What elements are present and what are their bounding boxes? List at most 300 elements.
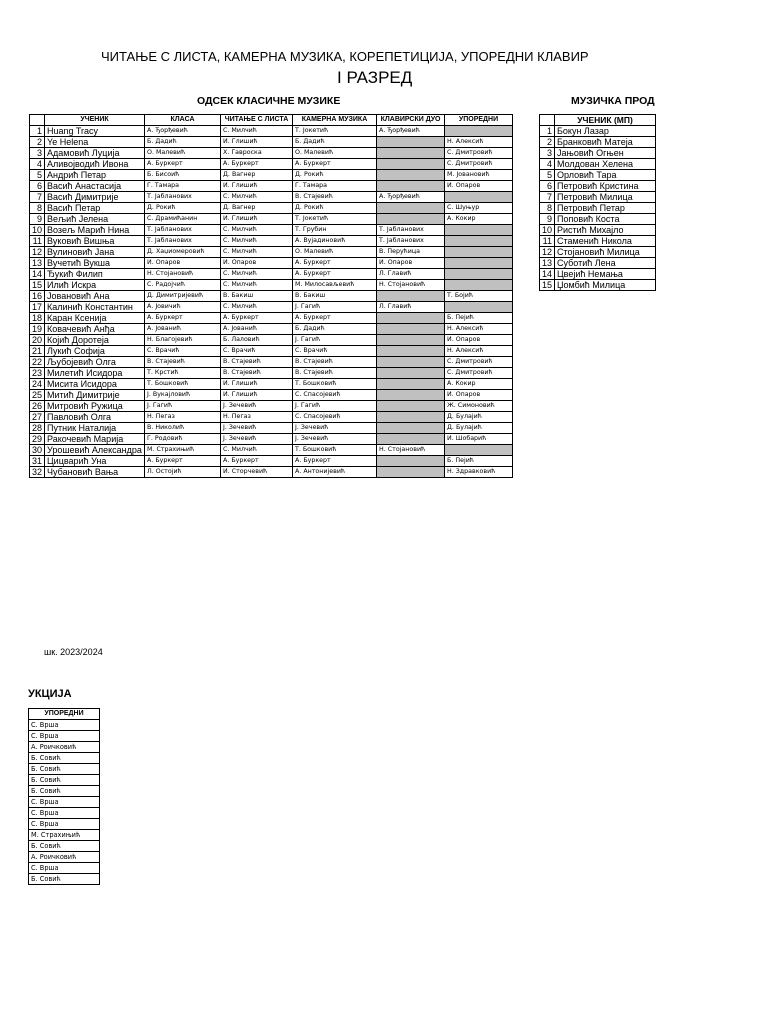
student-name-cell: Вулиновић Јана <box>45 247 145 258</box>
table-row <box>29 874 100 885</box>
student-name-cell: Путник Наталија <box>45 423 145 434</box>
row-number-cell: 21 <box>30 346 45 357</box>
chamber-music-teacher-cell: Т. Грубин <box>293 225 377 236</box>
table-row <box>540 236 656 247</box>
piano-duo-teacher-cell <box>377 159 445 170</box>
parallel-piano-teacher-cell: Н. Алексић <box>445 324 513 335</box>
parallel-teacher-cell: С. Врша <box>29 720 100 731</box>
class-teacher-cell: С. Радојчић <box>145 280 221 291</box>
class-teacher-cell: А. Јованић <box>145 324 221 335</box>
table-row <box>30 214 513 225</box>
student-name-cell: Каран Ксенија <box>45 313 145 324</box>
table-row <box>30 137 513 148</box>
sight-reading-teacher-cell: С. Милчић <box>221 280 293 291</box>
table-row <box>30 335 513 346</box>
table-row <box>30 126 513 137</box>
piano-duo-teacher-cell <box>377 368 445 379</box>
table-row <box>30 467 513 478</box>
table-row <box>29 775 100 786</box>
row-number-cell: 9 <box>30 214 45 225</box>
parallel-teacher-cell: С. Врша <box>29 797 100 808</box>
parallel-piano-teacher-cell: А. Кокир <box>445 379 513 390</box>
piano-duo-teacher-cell <box>377 291 445 302</box>
piano-duo-teacher-cell <box>377 346 445 357</box>
parallel-teacher-cell: Б. Совић <box>29 786 100 797</box>
class-teacher-cell: Б. Бисоић <box>145 170 221 181</box>
student-name-cell: Андрић Петар <box>45 170 145 181</box>
class-teacher-cell: Б. Дадић <box>145 137 221 148</box>
student-name-cell: Бранковић Матеја <box>555 137 656 148</box>
student-name-cell: Ракочевић Марија <box>45 434 145 445</box>
student-name-cell: Ковачевић Анђа <box>45 324 145 335</box>
row-number-cell: 13 <box>30 258 45 269</box>
piano-duo-teacher-cell <box>377 379 445 390</box>
student-name-cell: Васић Димитрије <box>45 192 145 203</box>
col-header-class: КЛАСА <box>145 115 221 126</box>
row-number-cell: 5 <box>540 170 555 181</box>
row-number-cell: 12 <box>540 247 555 258</box>
row-number-cell: 6 <box>30 181 45 192</box>
parallel-teacher-cell: М. Страхињић <box>29 830 100 841</box>
parallel-piano-teacher-cell: С. Дмитровић <box>445 148 513 159</box>
student-name-cell: Бокун Лазар <box>555 126 656 137</box>
parallel-piano-teacher-cell: А. Кокир <box>445 214 513 225</box>
sight-reading-teacher-cell: И. Глишић <box>221 137 293 148</box>
class-teacher-cell: Т. Јабланових <box>145 236 221 247</box>
table-row <box>30 401 513 412</box>
table-row <box>540 269 656 280</box>
class-teacher-cell: Л. Остојић <box>145 467 221 478</box>
table-row <box>540 181 656 192</box>
sight-reading-teacher-cell: И. Глишић <box>221 214 293 225</box>
chamber-music-teacher-cell: О. Малевић <box>293 247 377 258</box>
table-row <box>29 841 100 852</box>
class-teacher-cell: Ј. Вукајловић <box>145 390 221 401</box>
student-name-cell: Вељић Јелена <box>45 214 145 225</box>
sight-reading-teacher-cell: А. Буркерт <box>221 313 293 324</box>
parallel-piano-table <box>28 708 100 885</box>
row-number-cell: 17 <box>30 302 45 313</box>
parallel-piano-teacher-cell: С. Дмитровић <box>445 357 513 368</box>
table-row <box>540 170 656 181</box>
parallel-piano-teacher-cell: И. Опаров <box>445 390 513 401</box>
piano-duo-teacher-cell <box>377 357 445 368</box>
sight-reading-teacher-cell: С. Милчић <box>221 247 293 258</box>
piano-duo-teacher-cell <box>377 467 445 478</box>
class-teacher-cell: С. Драмићанин <box>145 214 221 225</box>
class-teacher-cell: А. Буркерт <box>145 159 221 170</box>
student-name-cell: Орловић Тара <box>555 170 656 181</box>
sight-reading-teacher-cell: И. Глишић <box>221 379 293 390</box>
class-teacher-cell: С. Врачић <box>145 346 221 357</box>
student-name-cell: Калинић Константин <box>45 302 145 313</box>
row-number-cell: 28 <box>30 423 45 434</box>
class-teacher-cell: Г. Тамара <box>145 181 221 192</box>
parallel-piano-teacher-cell: Д. Булајић <box>445 423 513 434</box>
chamber-music-teacher-cell: Ј. Гагић <box>293 335 377 346</box>
parallel-piano-teacher-cell: Н. Алексић <box>445 137 513 148</box>
col-header-sight-reading: ЧИТАЊЕ С ЛИСТА <box>221 115 293 126</box>
row-number-cell: 27 <box>30 412 45 423</box>
table-row <box>30 346 513 357</box>
sight-reading-teacher-cell: С. Милчић <box>221 269 293 280</box>
row-number-cell: 22 <box>30 357 45 368</box>
sight-reading-teacher-cell: С. Милчић <box>221 302 293 313</box>
class-teacher-cell: А. Јовичић <box>145 302 221 313</box>
table-row <box>30 170 513 181</box>
music-production-students-table <box>539 114 656 291</box>
sight-reading-teacher-cell: В. Бакиш <box>221 291 293 302</box>
col-header-piano-duo: КЛАВИРСКИ ДУО <box>377 115 445 126</box>
chamber-music-teacher-cell: Б. Дадић <box>293 137 377 148</box>
col-header-student: УЧЕНИК <box>45 115 145 126</box>
class-teacher-cell: А. Буркерт <box>145 456 221 467</box>
student-name-cell: Ристић Михајло <box>555 225 656 236</box>
chamber-music-teacher-cell: М. Милосављевић <box>293 280 377 291</box>
sight-reading-teacher-cell: Н. Пегаз <box>221 412 293 423</box>
chamber-music-teacher-cell: Т. Јокетић <box>293 126 377 137</box>
student-name-cell: Поповић Коста <box>555 214 656 225</box>
table-row <box>540 247 656 258</box>
class-teacher-cell: Т. Јабланових <box>145 192 221 203</box>
piano-duo-teacher-cell: А. Ђорђевић <box>377 192 445 203</box>
parallel-piano-teacher-cell: Н. Здравковић <box>445 467 513 478</box>
student-name-cell: Митић Димитрије <box>45 390 145 401</box>
student-name-cell: Адамовић Луција <box>45 148 145 159</box>
piano-duo-teacher-cell: Л. Главић <box>377 269 445 280</box>
department-classical-heading: ОДСЕК КЛАСИЧНЕ МУЗИКЕ <box>197 95 341 107</box>
table-row <box>30 390 513 401</box>
row-number-cell: 13 <box>540 258 555 269</box>
table-row <box>30 148 513 159</box>
class-teacher-cell: Д. Рокић <box>145 203 221 214</box>
piano-duo-teacher-cell: А. Ђорђевић <box>377 126 445 137</box>
student-name-cell: Јањовић Огњен <box>555 148 656 159</box>
table-row <box>29 753 100 764</box>
piano-duo-teacher-cell <box>377 203 445 214</box>
row-number-cell: 32 <box>30 467 45 478</box>
piano-duo-teacher-cell <box>377 324 445 335</box>
table-row <box>29 797 100 808</box>
student-name-cell: Лукић Софија <box>45 346 145 357</box>
student-name-cell: Цицварић Уна <box>45 456 145 467</box>
piano-duo-teacher-cell <box>377 412 445 423</box>
parallel-teacher-cell: С. Врша <box>29 819 100 830</box>
parallel-piano-teacher-cell <box>445 126 513 137</box>
row-number-cell: 3 <box>30 148 45 159</box>
row-number-cell: 7 <box>540 192 555 203</box>
row-number-cell: 1 <box>540 126 555 137</box>
parallel-piano-teacher-cell: Н. Алексић <box>445 346 513 357</box>
student-name-cell: Васић Петар <box>45 203 145 214</box>
student-name-cell: Митровић Ружица <box>45 401 145 412</box>
student-name-cell: Којић Доротеја <box>45 335 145 346</box>
table-row <box>540 159 656 170</box>
parallel-teacher-cell: Б. Совић <box>29 841 100 852</box>
student-name-cell: Стојановић Милица <box>555 247 656 258</box>
chamber-music-teacher-cell: Т. Бошковић <box>293 379 377 390</box>
student-name-cell: Урошевић Александра <box>45 445 145 456</box>
parallel-piano-teacher-cell <box>445 302 513 313</box>
row-number-cell: 15 <box>30 280 45 291</box>
class-teacher-cell: Н. Стојановић <box>145 269 221 280</box>
class-teacher-cell: А. Ђорђевић <box>145 126 221 137</box>
sight-reading-teacher-cell: С. Милчић <box>221 445 293 456</box>
row-number-cell: 11 <box>540 236 555 247</box>
row-number-cell: 14 <box>540 269 555 280</box>
parallel-piano-teacher-cell: С. Шуњур <box>445 203 513 214</box>
chamber-music-teacher-cell: В. Стајевић <box>293 368 377 379</box>
chamber-music-teacher-cell: В. Бакиш <box>293 291 377 302</box>
class-teacher-cell: И. Опаров <box>145 258 221 269</box>
student-name-cell: Петровић Милица <box>555 192 656 203</box>
piano-duo-teacher-cell: Т. Јабланових <box>377 225 445 236</box>
chamber-music-teacher-cell: С. Врачић <box>293 346 377 357</box>
student-name-cell: Вучетић Вукша <box>45 258 145 269</box>
row-number-cell: 8 <box>30 203 45 214</box>
student-name-cell: Мисита Исидора <box>45 379 145 390</box>
chamber-music-teacher-cell: Д. Рокић <box>293 170 377 181</box>
school-year: шк. 2023/2024 <box>44 647 103 657</box>
sight-reading-teacher-cell: Ј. Зечевић <box>221 434 293 445</box>
student-name-cell: Huang Tracy <box>45 126 145 137</box>
row-number-cell: 23 <box>30 368 45 379</box>
row-number-cell: 25 <box>30 390 45 401</box>
table-row <box>30 445 513 456</box>
piano-duo-teacher-cell <box>377 335 445 346</box>
parallel-piano-teacher-cell <box>445 192 513 203</box>
student-name-cell: Чубановић Вања <box>45 467 145 478</box>
sight-reading-teacher-cell: И. Опаров <box>221 258 293 269</box>
class-teacher-cell: Г. Родовић <box>145 434 221 445</box>
row-number-cell: 31 <box>30 456 45 467</box>
student-name-cell: Аливојводић Ивона <box>45 159 145 170</box>
student-name-cell: Милетић Исидора <box>45 368 145 379</box>
chamber-music-teacher-cell: Т. Јокетић <box>293 214 377 225</box>
row-number-cell: 14 <box>30 269 45 280</box>
grade-title: I РАЗРЕД <box>337 68 413 87</box>
table-row <box>30 203 513 214</box>
student-name-cell: Јовановић Ана <box>45 291 145 302</box>
parallel-piano-teacher-cell: Б. Пејић <box>445 456 513 467</box>
parallel-piano-teacher-cell <box>445 225 513 236</box>
row-number-cell: 30 <box>30 445 45 456</box>
parallel-piano-teacher-cell: М. Јовановић <box>445 170 513 181</box>
parallel-piano-teacher-cell: И. Опаров <box>445 335 513 346</box>
class-teacher-cell: М. Страхињић <box>145 445 221 456</box>
table-row <box>30 291 513 302</box>
sight-reading-teacher-cell: Б. Лаловић <box>221 335 293 346</box>
table-row <box>29 830 100 841</box>
row-number-cell: 15 <box>540 280 555 291</box>
table-row <box>30 313 513 324</box>
table-row <box>29 764 100 775</box>
chamber-music-teacher-cell: А. Буркерт <box>293 456 377 467</box>
table-row <box>30 181 513 192</box>
parallel-piano-teacher-cell: С. Дмитровић <box>445 159 513 170</box>
parallel-piano-teacher-cell: Т. Бојић <box>445 291 513 302</box>
chamber-music-teacher-cell: Б. Дадић <box>293 324 377 335</box>
row-number-cell: 18 <box>30 313 45 324</box>
students-assignment-table <box>29 114 513 478</box>
table-row <box>540 192 656 203</box>
class-teacher-cell: В. Николић <box>145 423 221 434</box>
row-number-cell: 19 <box>30 324 45 335</box>
chamber-music-teacher-cell: В. Стајевић <box>293 357 377 368</box>
table-row <box>30 225 513 236</box>
piano-duo-teacher-cell <box>377 214 445 225</box>
row-number-cell: 5 <box>30 170 45 181</box>
student-name-cell: Павловић Олга <box>45 412 145 423</box>
chamber-music-teacher-cell: Ј. Зечевић <box>293 423 377 434</box>
parallel-piano-teacher-cell: Б. Пејић <box>445 313 513 324</box>
class-teacher-cell: Т. Бошковић <box>145 379 221 390</box>
col-header-student-mp: УЧЕНИК (МП) <box>555 115 656 126</box>
student-name-cell: Молдован Хелена <box>555 159 656 170</box>
chamber-music-teacher-cell: Ј. Зечевић <box>293 434 377 445</box>
table-row <box>29 742 100 753</box>
sight-reading-teacher-cell: А. Буркерт <box>221 456 293 467</box>
row-number-cell: 4 <box>30 159 45 170</box>
row-number-cell: 9 <box>540 214 555 225</box>
class-teacher-cell: Д. Хаџиомеровић <box>145 247 221 258</box>
sight-reading-teacher-cell: Ј. Зечевић <box>221 401 293 412</box>
table-row <box>29 808 100 819</box>
sight-reading-teacher-cell: А. Јованић <box>221 324 293 335</box>
table-row <box>29 852 100 863</box>
page-title: ЧИТАЊЕ С ЛИСТА, КАМЕРНА МУЗИКА, КОРЕПЕТИЦИЈА, УПОРЕДНИ КЛАВИР <box>101 49 589 64</box>
table-row <box>540 148 656 159</box>
col-header-number <box>30 115 45 126</box>
chamber-music-teacher-cell: Т. Бошковић <box>293 445 377 456</box>
chamber-music-teacher-cell: Ј. Гагић <box>293 302 377 313</box>
col-header-number <box>540 115 555 126</box>
class-teacher-cell: Т. Крстић <box>145 368 221 379</box>
piano-duo-teacher-cell <box>377 456 445 467</box>
chamber-music-teacher-cell: Ј. Гагић <box>293 401 377 412</box>
row-number-cell: 10 <box>30 225 45 236</box>
student-name-cell: Стаменић Никола <box>555 236 656 247</box>
parallel-piano-teacher-cell <box>445 280 513 291</box>
student-name-cell: Возељ Марић Нина <box>45 225 145 236</box>
row-number-cell: 24 <box>30 379 45 390</box>
class-teacher-cell: Ј. Гагић <box>145 401 221 412</box>
student-name-cell: Цвејић Немања <box>555 269 656 280</box>
piano-duo-teacher-cell <box>377 390 445 401</box>
sight-reading-teacher-cell: И. Глишић <box>221 181 293 192</box>
piano-duo-teacher-cell: Т. Јабланових <box>377 236 445 247</box>
sight-reading-teacher-cell: С. Врачић <box>221 346 293 357</box>
parallel-teacher-cell: С. Врша <box>29 808 100 819</box>
parallel-teacher-cell: А. Роичковић <box>29 742 100 753</box>
piano-duo-teacher-cell: Н. Стојановић <box>377 280 445 291</box>
parallel-piano-teacher-cell: С. Дмитровић <box>445 368 513 379</box>
table-row <box>30 236 513 247</box>
sight-reading-teacher-cell: Х. Гавроска <box>221 148 293 159</box>
row-number-cell: 26 <box>30 401 45 412</box>
row-number-cell: 4 <box>540 159 555 170</box>
parallel-piano-teacher-cell <box>445 258 513 269</box>
chamber-music-teacher-cell: Г. Тамара <box>293 181 377 192</box>
chamber-music-teacher-cell: А. Буркерт <box>293 313 377 324</box>
student-name-cell: Џомбић Милица <box>555 280 656 291</box>
student-name-cell: Суботић Лена <box>555 258 656 269</box>
col-header-parallel: УПОРЕДНИ <box>445 115 513 126</box>
table-row <box>30 412 513 423</box>
piano-duo-teacher-cell <box>377 313 445 324</box>
class-teacher-cell: Д. Димитријевић <box>145 291 221 302</box>
student-name-cell: Петровић Петар <box>555 203 656 214</box>
sight-reading-teacher-cell: И. Сторчевић <box>221 467 293 478</box>
table-row <box>30 324 513 335</box>
piano-duo-teacher-cell <box>377 170 445 181</box>
table-row <box>540 126 656 137</box>
table-row <box>30 368 513 379</box>
piano-duo-teacher-cell: Н. Стојановић <box>377 445 445 456</box>
table-row <box>30 247 513 258</box>
table-row <box>29 819 100 830</box>
class-teacher-cell: Н. Пегаз <box>145 412 221 423</box>
department-music-production-heading: МУЗИЧКА ПРОД <box>571 95 655 107</box>
table-row <box>540 203 656 214</box>
col-header-chamber-music: КАМЕРНА МУЗИКА <box>293 115 377 126</box>
table-header-row <box>540 115 656 126</box>
row-number-cell: 11 <box>30 236 45 247</box>
chamber-music-teacher-cell: Д. Рокић <box>293 203 377 214</box>
sight-reading-teacher-cell: Д. Вагнер <box>221 203 293 214</box>
table-row <box>30 456 513 467</box>
parallel-teacher-cell: Б. Совић <box>29 764 100 775</box>
sight-reading-teacher-cell: А. Буркерт <box>221 159 293 170</box>
class-teacher-cell: В. Стајевић <box>145 357 221 368</box>
chamber-music-teacher-cell: А. Вујадиновић <box>293 236 377 247</box>
parallel-piano-teacher-cell: И. Шобарић <box>445 434 513 445</box>
piano-duo-teacher-cell <box>377 148 445 159</box>
sight-reading-teacher-cell: С. Милчић <box>221 192 293 203</box>
sight-reading-teacher-cell: В. Стајевић <box>221 357 293 368</box>
chamber-music-teacher-cell: О. Малевић <box>293 148 377 159</box>
table-row <box>540 258 656 269</box>
row-number-cell: 10 <box>540 225 555 236</box>
table-row <box>30 357 513 368</box>
parallel-teacher-cell: С. Врша <box>29 863 100 874</box>
table-row <box>540 137 656 148</box>
row-number-cell: 6 <box>540 181 555 192</box>
parallel-teacher-cell: С. Врша <box>29 731 100 742</box>
piano-duo-teacher-cell: И. Опаров <box>377 258 445 269</box>
sight-reading-teacher-cell: С. Милчић <box>221 126 293 137</box>
table-row <box>30 423 513 434</box>
sight-reading-teacher-cell: С. Милчић <box>221 225 293 236</box>
class-teacher-cell: Т. Јабланових <box>145 225 221 236</box>
table-row <box>30 258 513 269</box>
row-number-cell: 8 <box>540 203 555 214</box>
table-row <box>30 280 513 291</box>
sight-reading-teacher-cell: Ј. Зечевић <box>221 423 293 434</box>
table-row <box>29 786 100 797</box>
chamber-music-teacher-cell: А. Антонијевић <box>293 467 377 478</box>
chamber-music-teacher-cell: А. Буркерт <box>293 258 377 269</box>
parallel-piano-teacher-cell <box>445 269 513 280</box>
student-name-cell: Ye Helena <box>45 137 145 148</box>
row-number-cell: 2 <box>540 137 555 148</box>
piano-duo-teacher-cell: Л. Главић <box>377 302 445 313</box>
row-number-cell: 20 <box>30 335 45 346</box>
table-row <box>30 159 513 170</box>
student-name-cell: Васић Анастасија <box>45 181 145 192</box>
chamber-music-teacher-cell: С. Спасојевић <box>293 390 377 401</box>
table-row <box>29 720 100 731</box>
